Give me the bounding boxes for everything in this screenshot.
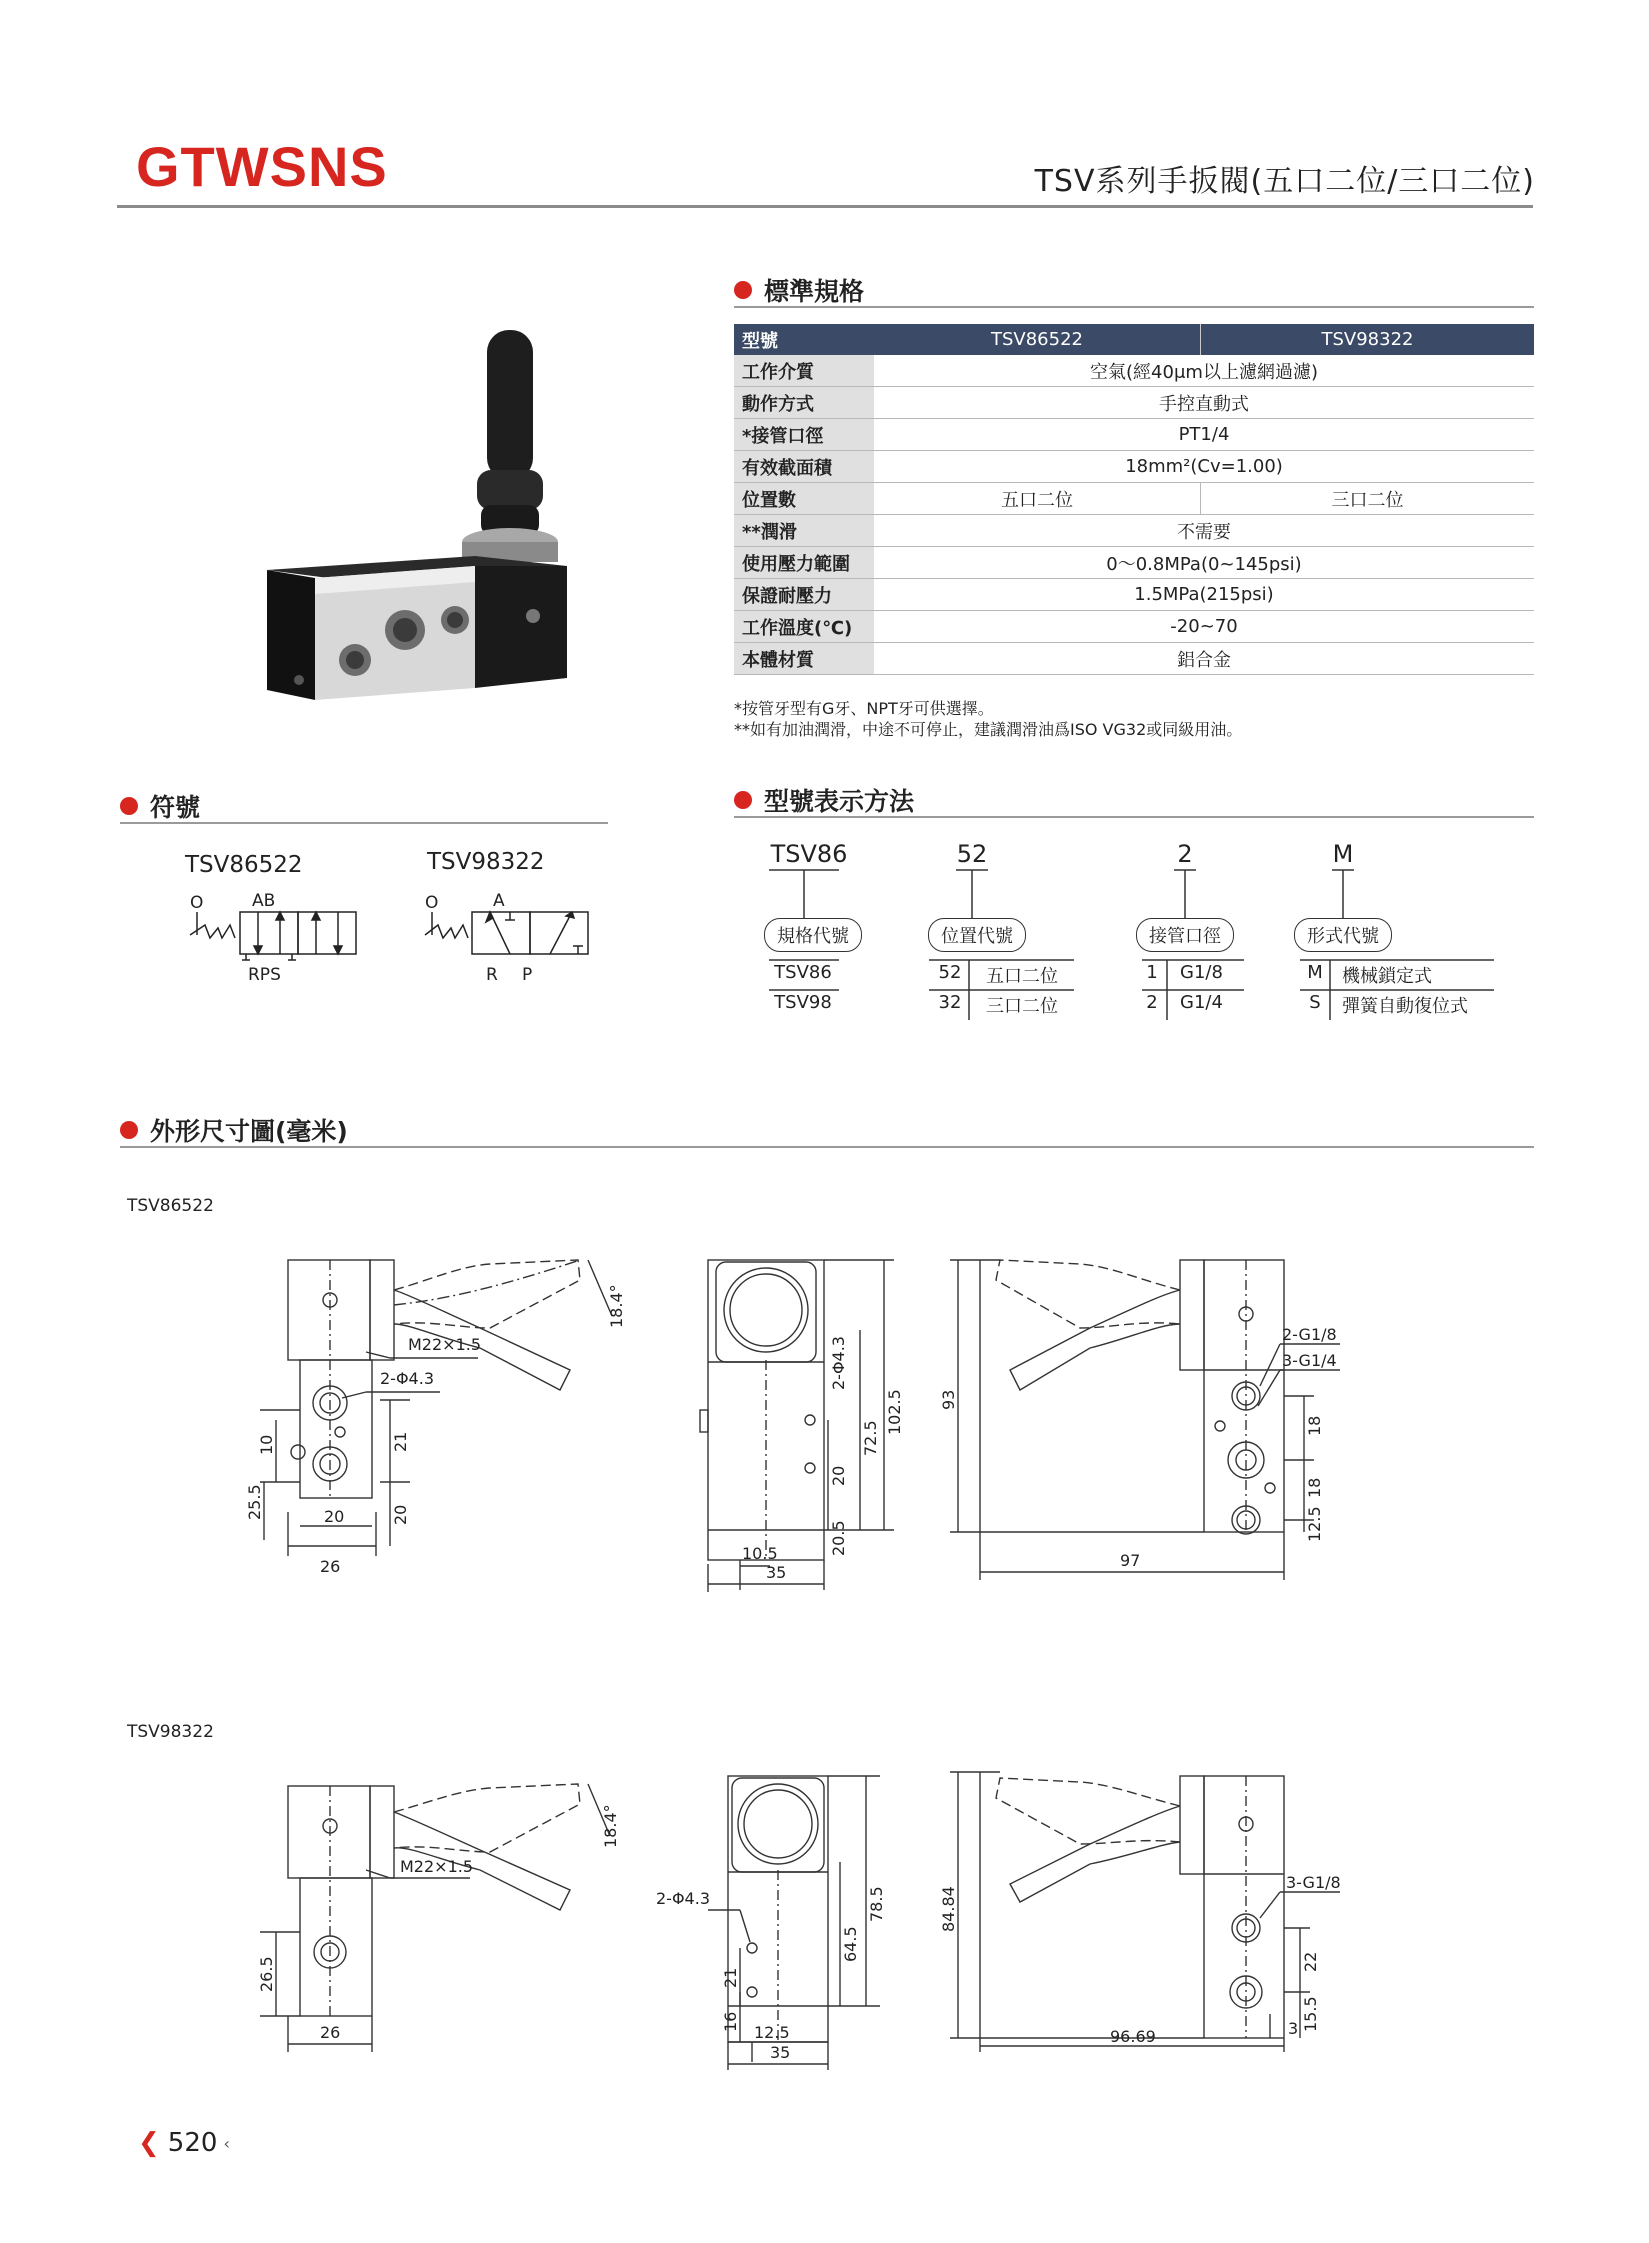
table-row: 本體材質 鋁合金 [734,643,1534,675]
symbol-heading: 符號 [120,788,200,824]
dim-value: 64.5 [841,1926,860,1962]
dim-value: 78.5 [867,1886,886,1922]
dim-value: 18 [1305,1415,1324,1436]
table-header-model-1: TSV86522 [874,324,1201,355]
dim-holes: 2-Φ4.3 [656,1889,710,1908]
code-option-key: 1 [1146,962,1158,983]
symbol-3-2 [425,891,588,985]
dimension-drawing-1 [240,1220,1370,1600]
code-part-3: 2 [1177,840,1193,868]
dim-value: 97 [1120,1551,1141,1570]
dim-value: 20 [391,1504,410,1525]
pneumatic-symbols [180,890,600,990]
spec-notes [734,698,1242,740]
code-part-2: 52 [956,840,988,868]
bullet-icon [734,281,752,299]
model-code-heading: 型號表示方法 [734,782,914,818]
page-number: ❮ 520 ‹ [138,2128,230,2158]
dimension-drawing-2 [240,1752,1370,2072]
dim-thread: M22×1.5 [408,1335,482,1354]
drawing-model-2: TSV98322 [127,1722,214,1742]
symbol-5-2 [190,891,356,985]
table-header-row [734,324,1534,355]
dim-value: 16 [721,2011,740,2032]
code-option-desc: 五口二位 [986,966,1058,987]
code-option: TSV98 [774,992,832,1013]
section-divider [120,1146,1534,1148]
code-label-port: 接管口徑 [1136,918,1234,952]
dim-value: 21 [391,1431,410,1452]
spec-table [734,324,1534,675]
code-option-key: M [1307,962,1323,983]
dim-value: 26 [320,2023,341,2042]
table-header-model-2: TSV98322 [1201,324,1535,355]
dim-value: 12.5 [1305,1506,1324,1542]
table-row: **潤滑 不需要 [734,515,1534,547]
symbol-port-p: P [522,965,533,985]
table-row: 位置數 五口二位 三口二位 [734,483,1534,515]
code-option-key: 32 [938,992,962,1013]
drawing-model-1: TSV86522 [127,1196,214,1216]
table-row: 工作介質 空氣(經40μm以上濾網過濾) [734,355,1534,387]
table-row: *接管口徑 PT1/4 [734,419,1534,451]
symbol-port-r: R [486,965,498,985]
symbol-model-2: TSV98322 [427,849,545,875]
dim-value: 21 [721,1967,740,1988]
bullet-icon [734,791,752,809]
note-line: *按管牙型有G牙、NPT牙可供選擇。 [734,699,994,718]
dim-value: 3 [1288,2019,1299,2038]
table-row: 工作溫度(℃) -20~70 [734,611,1534,643]
brand-logo: GTWSNS [136,135,388,198]
dimension-heading: 外形尺寸圖(毫米) [120,1112,348,1148]
code-option-key: 2 [1146,992,1158,1013]
code-label-type: 形式代號 [1294,918,1392,952]
dim-value: 10 [257,1434,276,1455]
code-option-desc: 機械鎖定式 [1342,966,1432,987]
section-divider [734,816,1534,818]
symbol-model-1: TSV86522 [185,852,303,878]
symbol-ports-bottom: RPS [248,965,281,985]
symbol-ports-top: AB [252,891,276,911]
symbol-port-a: A [493,891,505,911]
dim-value: 93 [939,1389,958,1410]
code-option-desc: G1/4 [1180,992,1223,1013]
dim-angle: 18.4° [607,1284,626,1328]
dim-value: 12.5 [754,2023,790,2042]
dim-value: 25.5 [245,1484,264,1520]
dim-value: 20.5 [829,1520,848,1556]
bullet-icon [120,797,138,815]
page-title: TSV系列手扳閥(五口二位/三口二位) [1034,164,1535,199]
note-line: **如有加油潤滑，中途不可停止，建議潤滑油爲ISO VG32或同級用油。 [734,720,1243,739]
header-divider [117,205,1533,208]
dim-angle: 18.4° [601,1804,620,1848]
table-row: 保證耐壓力 1.5MPa(215psi) [734,579,1534,611]
dim-port: 3-G1/8 [1286,1873,1341,1892]
dim-value: 72.5 [861,1420,880,1456]
table-header-label: 型號 [734,324,874,355]
code-option: TSV86 [774,962,832,983]
code-label-spec: 規格代號 [764,918,862,952]
product-photo [255,320,595,720]
code-option-desc: G1/8 [1180,962,1223,983]
dim-port: 2-G1/8 [1282,1325,1337,1344]
code-option-key: 52 [938,962,962,983]
symbol-port-o: O [190,893,204,913]
dim-value: 84.84 [939,1886,958,1932]
dim-value: 26 [320,1557,341,1576]
dim-value: 96.69 [1110,2027,1156,2046]
section-divider [120,822,608,824]
handle-grip [487,330,533,480]
chevron-left-icon: ❮ [138,2128,160,2158]
left-end-cap [267,570,315,700]
dim-value: 18 [1305,1477,1324,1498]
dim-value: 15.5 [1301,1996,1320,2032]
code-part-4: M [1332,840,1354,868]
dim-value: 22 [1301,1951,1320,1972]
screw [526,609,540,623]
right-block [475,566,567,688]
code-option-desc: 三口二位 [986,996,1058,1017]
section-divider [734,306,1534,308]
dim-value: 26.5 [257,1956,276,1992]
dim-value: 20 [324,1507,345,1526]
dim-value: 10.5 [742,1544,778,1563]
dim-value: 20 [829,1465,848,1486]
code-option-desc: 彈簧自動復位式 [1342,996,1468,1017]
bullet-icon [120,1121,138,1139]
dim-holes: 2-Φ4.3 [829,1336,848,1390]
code-part-1: TSV86 [770,840,848,868]
dim-value: 35 [770,2043,791,2062]
symbol-port-o: O [425,893,439,913]
code-label-position: 位置代號 [928,918,1026,952]
dim-port: 3-G1/4 [1282,1351,1337,1370]
chevron-left-small-icon: ‹ [223,2133,230,2153]
table-row: 使用壓力範圍 0～0.8MPa(0~145psi) [734,547,1534,579]
dim-thread: M22×1.5 [400,1857,474,1876]
code-option-key: S [1309,992,1321,1013]
spec-heading: 標準規格 [734,272,864,308]
dim-value: 35 [766,1563,787,1582]
dim-holes: 2-Φ4.3 [380,1369,434,1388]
dim-value: 102.5 [885,1389,904,1435]
table-row: 有效截面積 18mm²(Cv=1.00) [734,451,1534,483]
table-row: 動作方式 手控直動式 [734,387,1534,419]
